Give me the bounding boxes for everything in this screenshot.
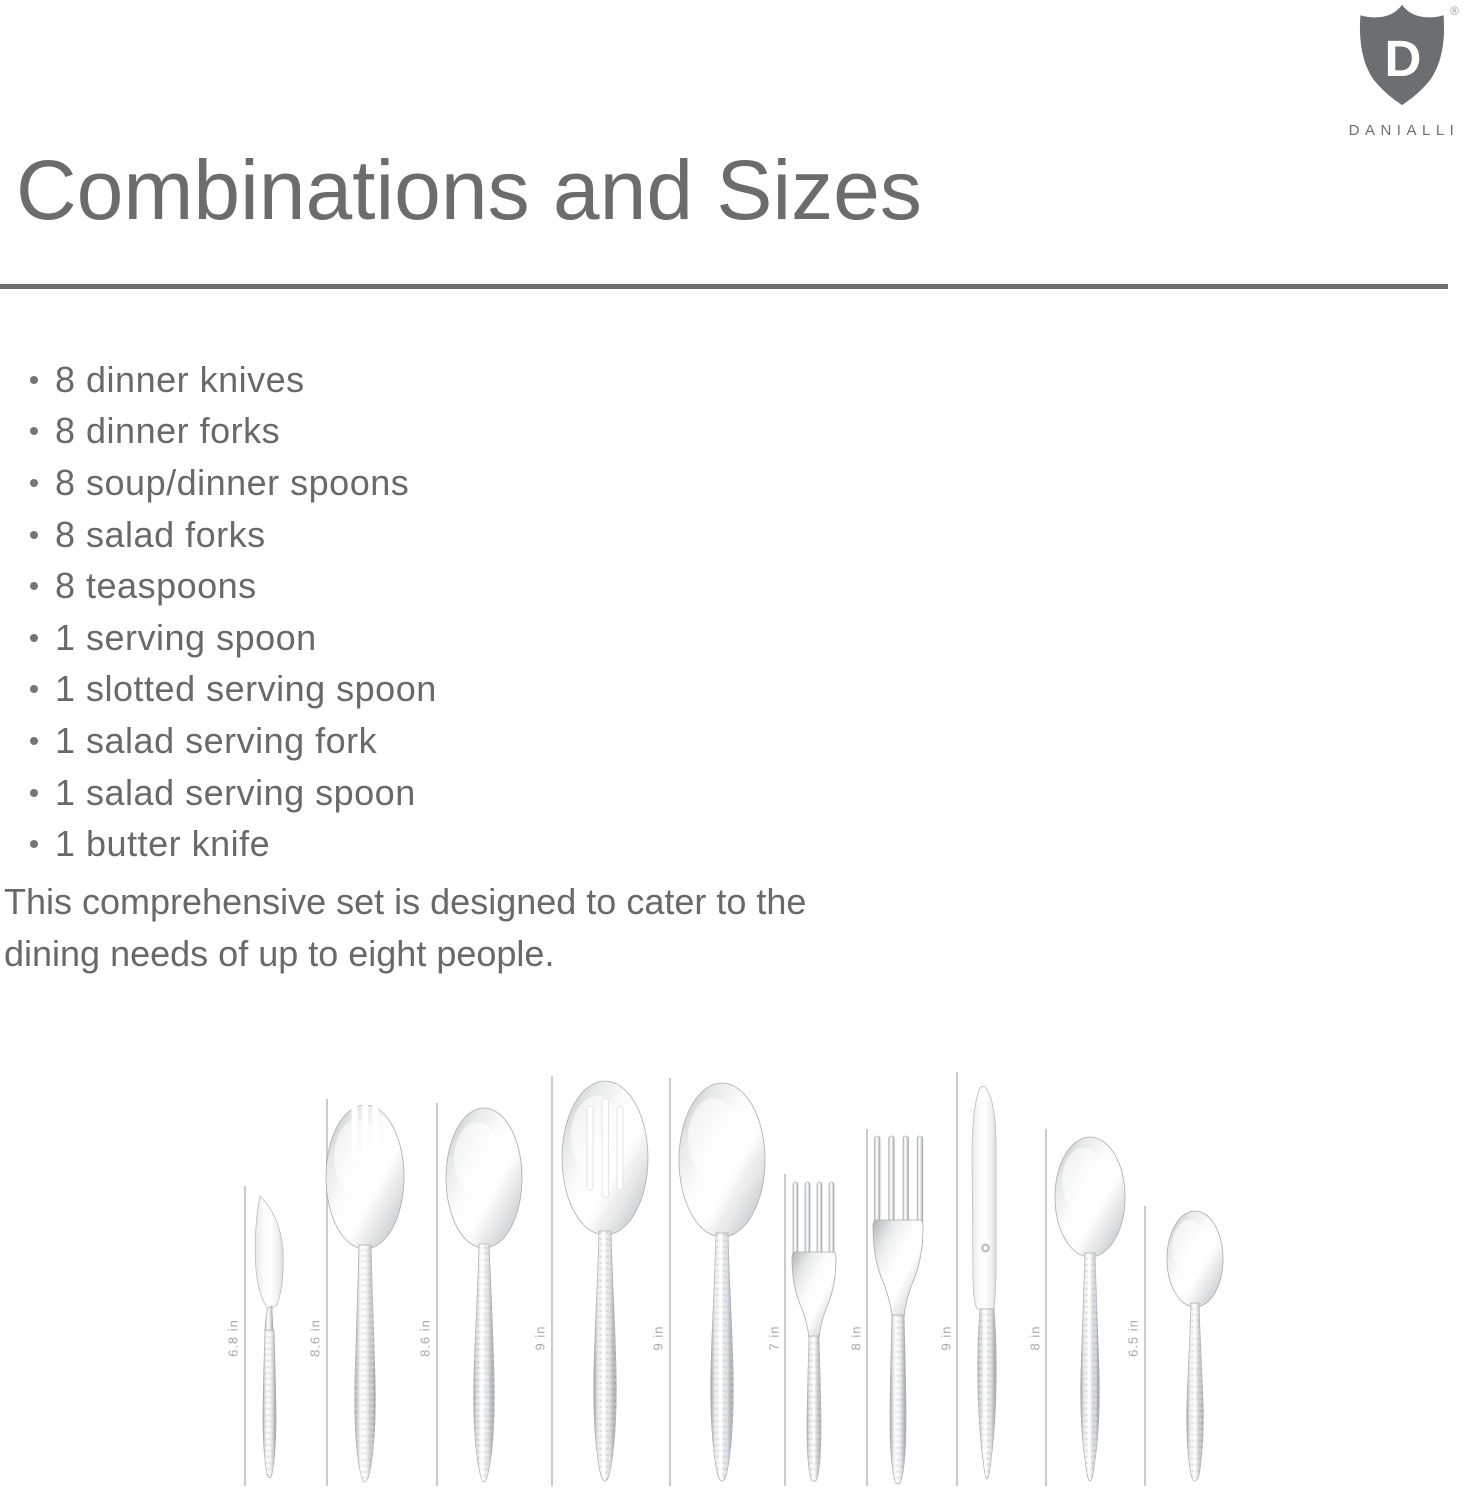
list-item [30,664,437,716]
list-item [30,354,437,406]
utensil-salad-fork [783,1176,845,1486]
dimension-line-salad-serving-spoon [436,1103,438,1486]
title-divider-rule [0,284,1448,289]
dimension-line-teaspoon [1144,1206,1146,1486]
dimension-label-salad-serving-spoon: 8.6 in [417,1319,433,1357]
brand-monogram: D [1384,29,1422,87]
list-item [30,509,437,561]
bullet-dot [30,737,38,745]
description-line: This comprehensive set is designed to cater to the [4,881,807,922]
list-item-label: 1 salad serving fork [55,719,378,761]
dimension-label-dinner-knife: 9 in [938,1325,954,1351]
utensil-dinner-fork [863,1131,933,1486]
dimension-label-slotted-serving-spoon: 9 in [532,1325,548,1351]
bullet-dot [30,479,38,487]
bullet-dot [30,789,38,797]
list-item-label: 1 serving spoon [55,616,317,658]
list-item [30,406,437,458]
utensil-serving-spoon [677,1080,767,1486]
list-item [30,457,437,509]
utensil-teaspoon [1164,1208,1226,1486]
list-item [30,818,437,870]
dimension-line-dinner-knife [956,1072,958,1486]
list-item-label: 8 dinner knives [55,358,305,400]
bullet-dot [30,376,38,384]
dimension-line-soup-dinner-spoon [1045,1129,1047,1486]
utensil-butter-knife [240,1188,296,1486]
set-description [4,876,806,979]
description-line: dining needs of up to eight people. [4,932,555,974]
list-item-label: 1 butter knife [55,823,271,865]
dimension-label-serving-spoon: 9 in [650,1325,666,1351]
list-item-label: 8 salad forks [55,513,266,555]
list-item-label: 1 salad serving spoon [55,771,416,813]
bullet-dot [30,427,38,435]
set-contents-list [30,354,437,870]
list-item-label: 8 dinner forks [55,410,281,452]
list-item [30,560,437,612]
dimension-line-slotted-serving-spoon [551,1076,553,1486]
utensil-salad-serving-fork [323,1101,407,1486]
bullet-dot [30,685,38,693]
utensil-salad-serving-spoon [444,1105,524,1486]
dinner-fork-head [873,1220,923,1317]
dimension-line-serving-spoon [669,1078,671,1486]
salad-fork-head [792,1252,836,1338]
bullet-dot [30,634,38,642]
list-item-label: 8 teaspoons [55,565,257,607]
dimension-label-salad-fork: 7 in [766,1325,782,1351]
dimension-label-teaspoon: 6.5 in [1125,1319,1141,1357]
dimension-label-salad-serving-fork: 8.6 in [307,1319,323,1357]
registered-trademark-symbol: ® [1450,4,1459,18]
dinner-knife-blade [972,1086,996,1309]
list-item [30,767,437,819]
utensil-dinner-knife [959,1082,1015,1486]
list-item-label: 8 soup/dinner spoons [55,461,410,503]
utensil-soup-dinner-spoon [1052,1134,1128,1486]
bullet-dot [30,531,38,539]
utensil-slotted-serving-spoon [560,1078,650,1486]
list-item [30,612,437,664]
list-item-label: 1 slotted serving spoon [55,668,437,710]
butter-knife-blade [255,1196,283,1310]
dimension-label-dinner-fork: 8 in [848,1325,864,1351]
list-item [30,715,437,767]
brand-shield-logo [1354,3,1450,107]
bullet-dot [30,840,38,848]
dimension-label-soup-dinner-spoon: 8 in [1027,1325,1043,1351]
dimension-label-butter-knife: 6.8 in [225,1319,241,1357]
bullet-dot [30,582,38,590]
page-title: Combinations and Sizes [16,143,922,237]
brand-wordmark: DANIALLI [1348,122,1460,139]
